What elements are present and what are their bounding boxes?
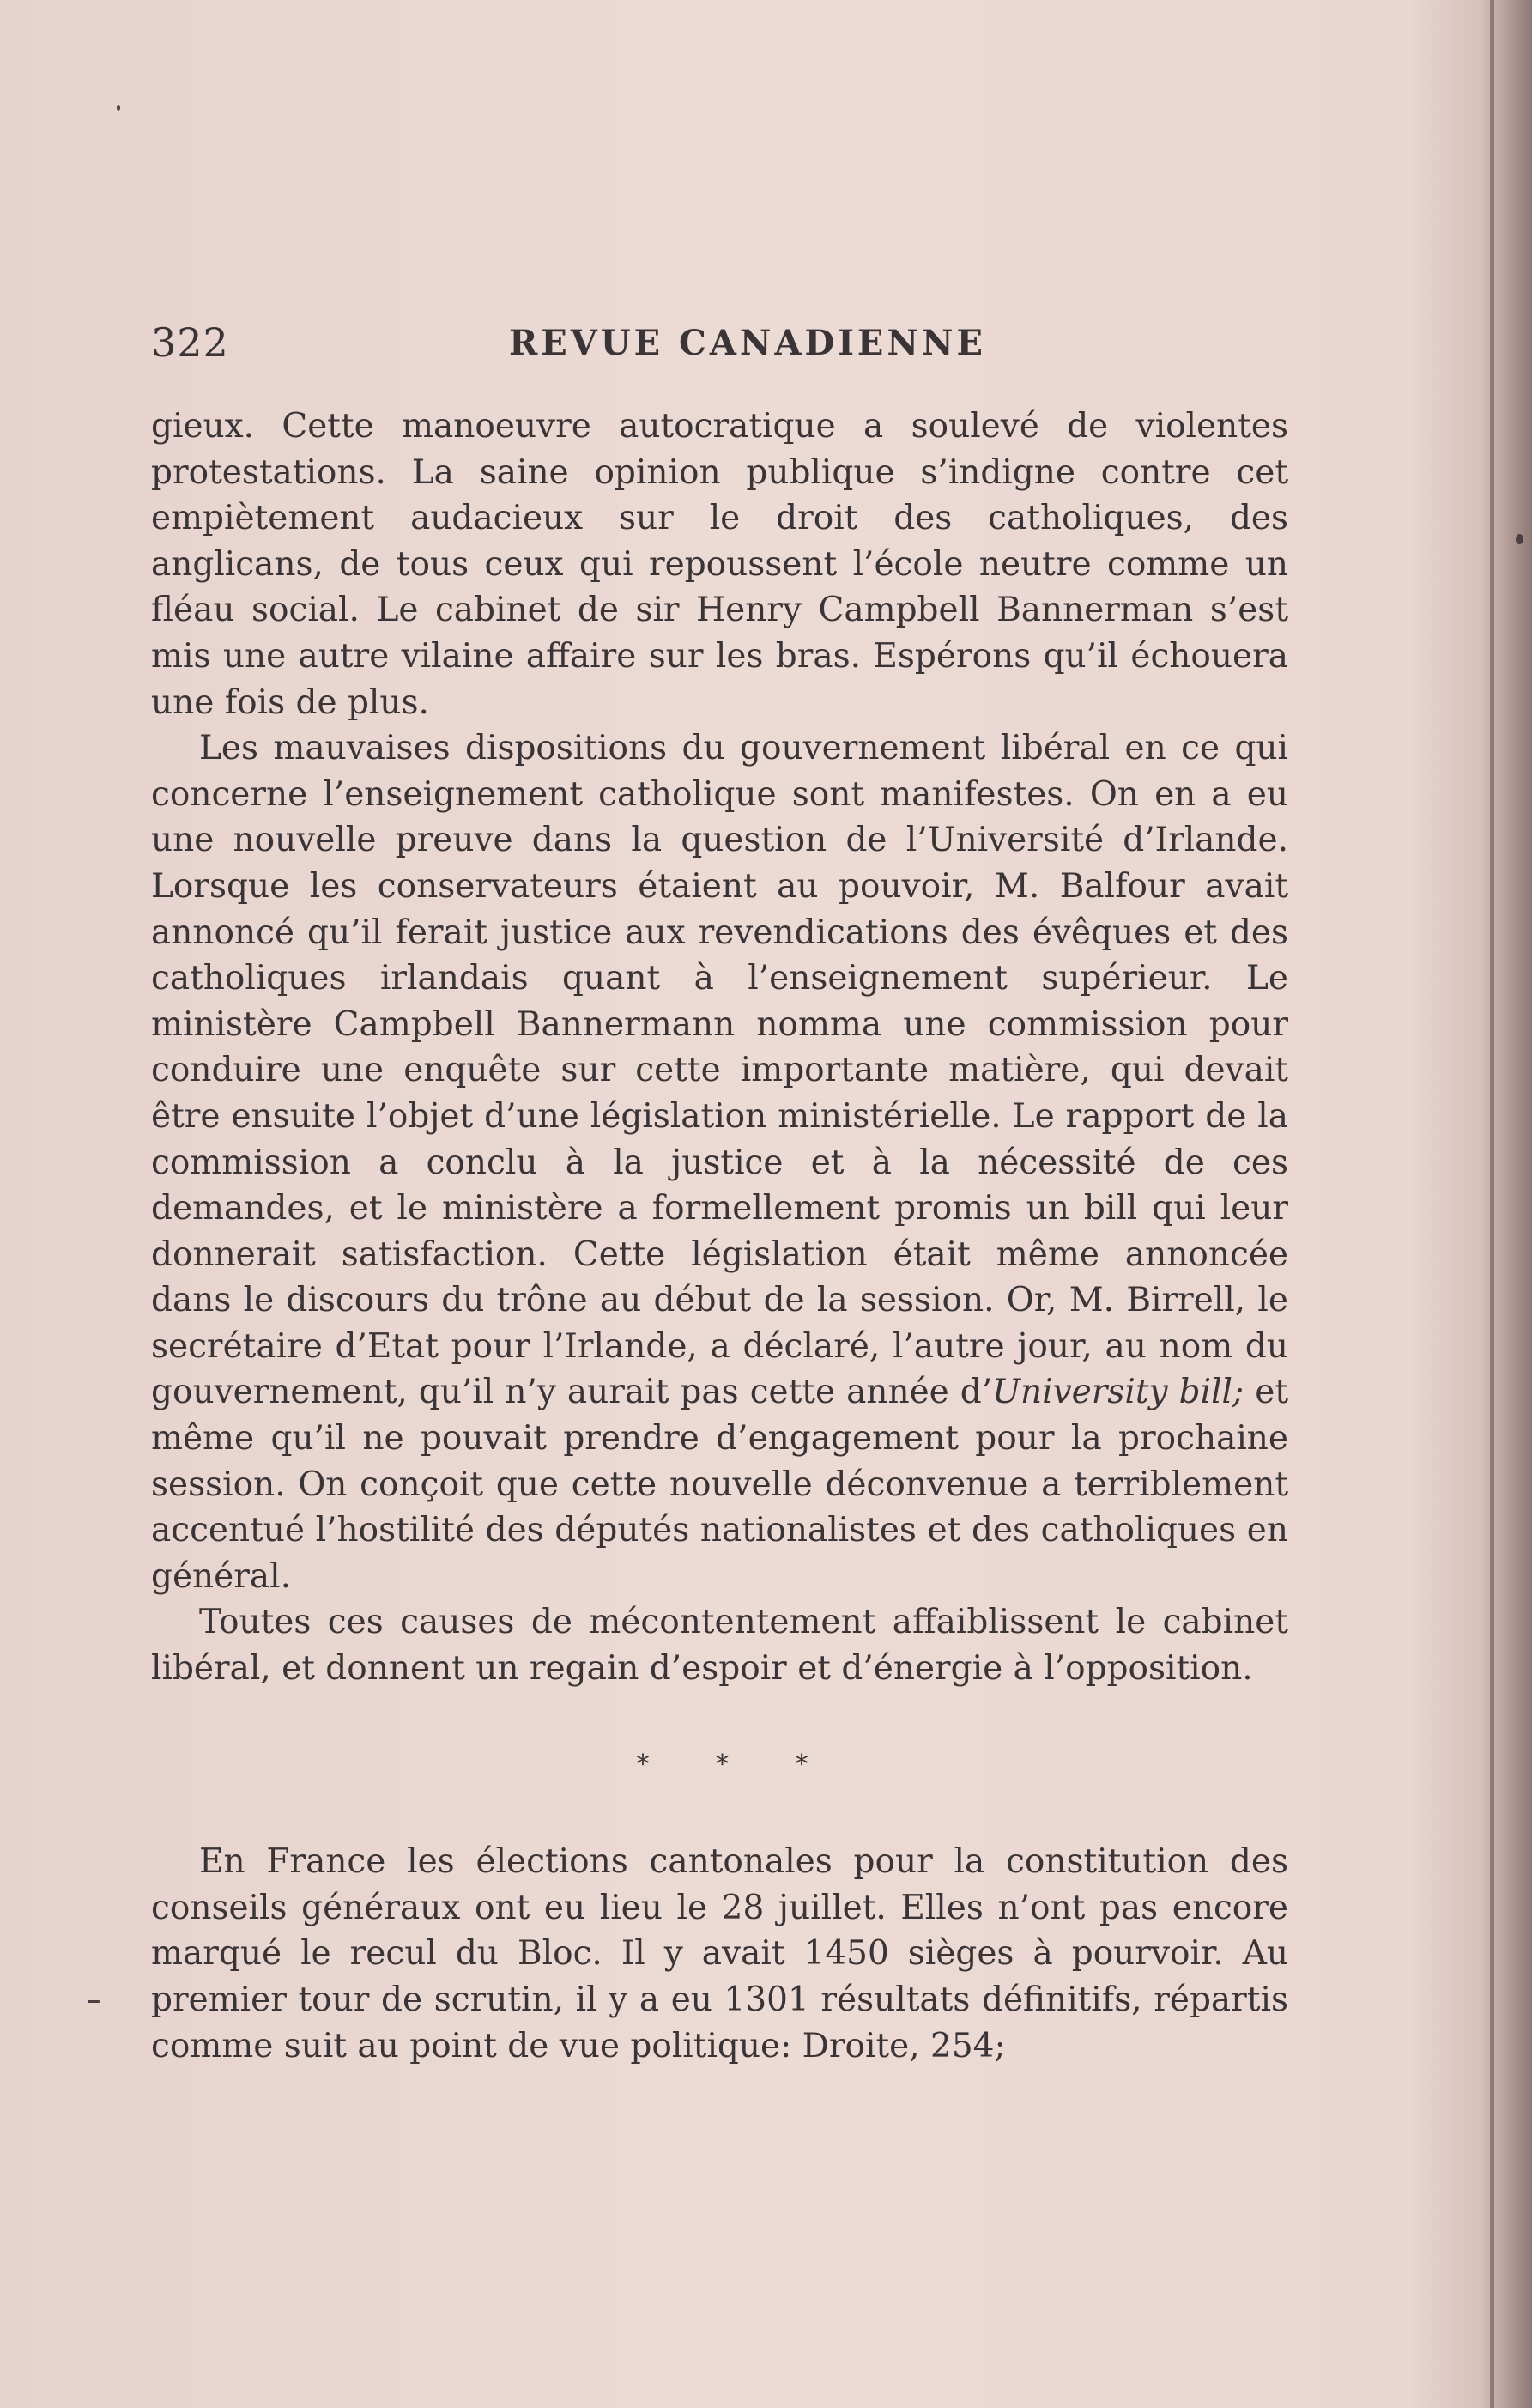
binding-edge [1490, 0, 1494, 2408]
paragraph-text: Les mauvaises dispositions du gouvernement libéral en ce qui concerne l’enseignement catholique sont manifestes. On en a eu une nouvelle preuve dans la question de l’Université d’Irlande. Lorsque les conservateurs étaient au pouvoir, M. Balfour avait annoncé qu’il ferait justice aux revendications des évêques et des catholiques irlandais quant à l’enseignement supérieur. Le ministère Campbell Bannermann nomma une commission pour conduire une enquête sur cette importante matière, qui devait être ensuite l’objet d’une législation ministérielle. Le rapport de la commission a conclu à la justice et à la nécessité de ces demandes, et le ministère a formellement promis un bill qui leur donnerait satisfaction. Cette législation était même annoncée dans le discours du trône au début de la session. Or, M. Birrell, le secrétaire d’Etat pour l’Irlande, a déclaré, l’autre jour, au nom du gouvernement, qu’il n’y aurait pas cette année d’ [151, 729, 1288, 1412]
paper-mark [88, 2000, 100, 2003]
paragraph: Toutes ces causes de mécontentement affaiblissent le cabinet libéral, et donnent un regain d’espoir et d’énergie à l’opposition. [151, 1603, 1288, 1689]
paragraph [151, 725, 1288, 1599]
running-head: REVUE CANADIENNE [508, 323, 987, 363]
italic-term: University bill; [992, 1373, 1244, 1412]
page-body [151, 403, 1288, 2069]
paragraph-text: et même qu’il ne pouvait prendre d’engagement pour la prochaine session. On conçoit que cette nouvelle déconvenue a terriblement accentué l’hostilité des députés nationalistes et des catholiques en général. [151, 1373, 1288, 1596]
page-header [151, 319, 1275, 371]
paper-speck [1516, 534, 1523, 544]
section-separator: * * * [636, 1749, 838, 1780]
paper-speck [117, 105, 120, 111]
page-number: 322 [151, 319, 229, 366]
paragraph: gieux. Cette manoeuvre autocratique a soulevé de violentes protestations. La saine opinion publique s’indigne contre cet empiètement audacieux sur le droit des catholiques, des anglicans, de tous ceux qui repoussent l’école neutre comme un fléau social. Le cabinet de sir Henry Campbell Bannerman s’est mis une autre vilaine affaire sur les bras. Espérons qu’il échouera une fois de plus. [151, 407, 1288, 722]
paragraph: En France les élections cantonales pour la constitution des conseils généraux ont eu lieu le 28 juillet. Elles n’ont pas encore marqué le recul du Bloc. Il y avait 1450 sièges à pourvoir. Au premier tour de scrutin, il y a eu 1301 résultats définitifs, répartis comme suit au point de vue politique: Droite, 254; [151, 1842, 1288, 2065]
